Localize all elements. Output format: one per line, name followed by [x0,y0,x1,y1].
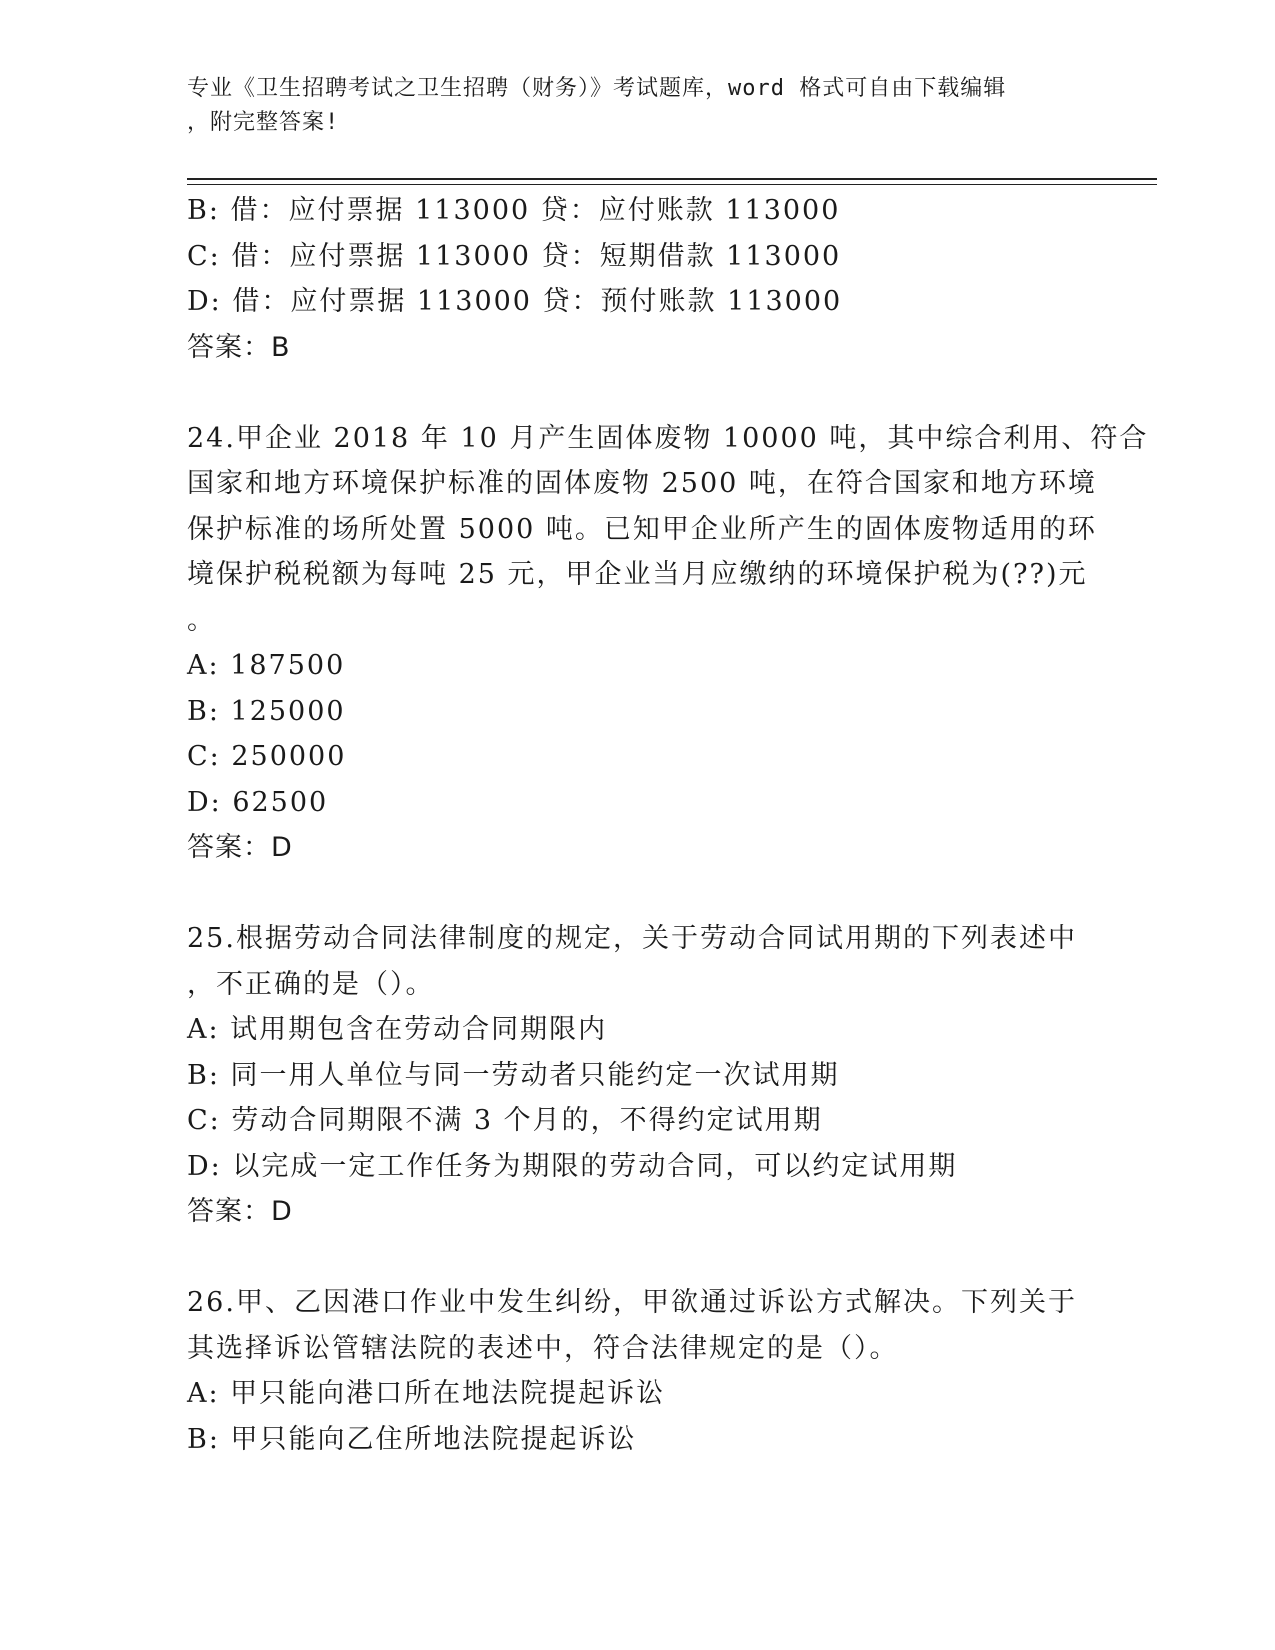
answer: 答案：D [187,832,293,863]
spacer [187,871,1067,917]
question-stem-line: 保护标准的场所处置 5000 吨。已知甲企业所产生的固体废物适用的环 [187,513,1097,545]
option-b: B: 借：应付票据 113000 贷：应付账款 113000 [187,195,841,226]
question-content [187,188,1149,1462]
option-b: B: 甲只能向乙住所地法院提起诉讼 [187,1423,637,1455]
question-stem-line: 24.甲企业 2018 年 10 月产生固体废物 10000 吨，其中综合利用、符合 [187,422,1149,454]
option-c: C: 250000 [187,741,347,772]
option-a: A: 甲只能向港口所在地法院提起诉讼 [187,1378,666,1409]
question-stem-line: ，不正确的是（）。 [187,968,435,1000]
question-stem-line: 其选择诉讼管辖法院的表述中，符合法律规定的是（）。 [187,1332,899,1364]
question-stem-line: 26.甲、乙因港口作业中发生纠纷，甲欲通过诉讼方式解决。下列关于 [187,1287,1077,1318]
header-title-line-continued: ，附完整答案! [187,110,340,135]
question-23-tail [187,188,1067,370]
option-a: A: 187500 [187,650,346,681]
header-divider-thin [187,184,1157,185]
option-c: C: 借：应付票据 113000 贷：短期借款 113000 [187,240,842,272]
question-26 [187,1280,1077,1462]
header-title-line: 专业《卫生招聘考试之卫生招聘（财务）》考试题库，word 格式可自由下载编辑 [187,76,1007,101]
question-stem-line: 境保护税税额为每吨 25 元，甲企业当月应缴纳的环境保护税为(??)元 [187,559,1088,590]
answer: 答案：B [187,331,291,363]
answer: 答案：D [187,1196,293,1227]
question-stem-line: 。 [187,604,216,636]
option-d: D: 借：应付票据 113000 贷：预付账款 113000 [187,286,843,317]
option-d: D: 62500 [187,786,329,818]
option-c: C: 劳动合同期限不满 3 个月的，不得约定试用期 [187,1105,823,1136]
question-stem-line: 国家和地方环境保护标准的固体废物 2500 吨，在符合国家和地方环境 [187,468,1097,499]
option-b: B: 同一用人单位与同一劳动者只能约定一次试用期 [187,1059,840,1091]
spacer [187,1235,1067,1281]
document-header [187,72,1077,140]
option-a: A: 试用期包含在劳动合同期限内 [187,1014,608,1045]
option-b: B: 125000 [187,695,346,727]
question-stem-line: 25.根据劳动合同法律制度的规定，关于劳动合同试用期的下列表述中 [187,923,1077,954]
option-d: D: 以完成一定工作任务为期限的劳动合同，可以约定试用期 [187,1150,958,1182]
question-25 [187,916,1077,1235]
header-divider-thick [187,178,1157,180]
question-24 [187,416,1149,871]
spacer [187,370,1067,416]
